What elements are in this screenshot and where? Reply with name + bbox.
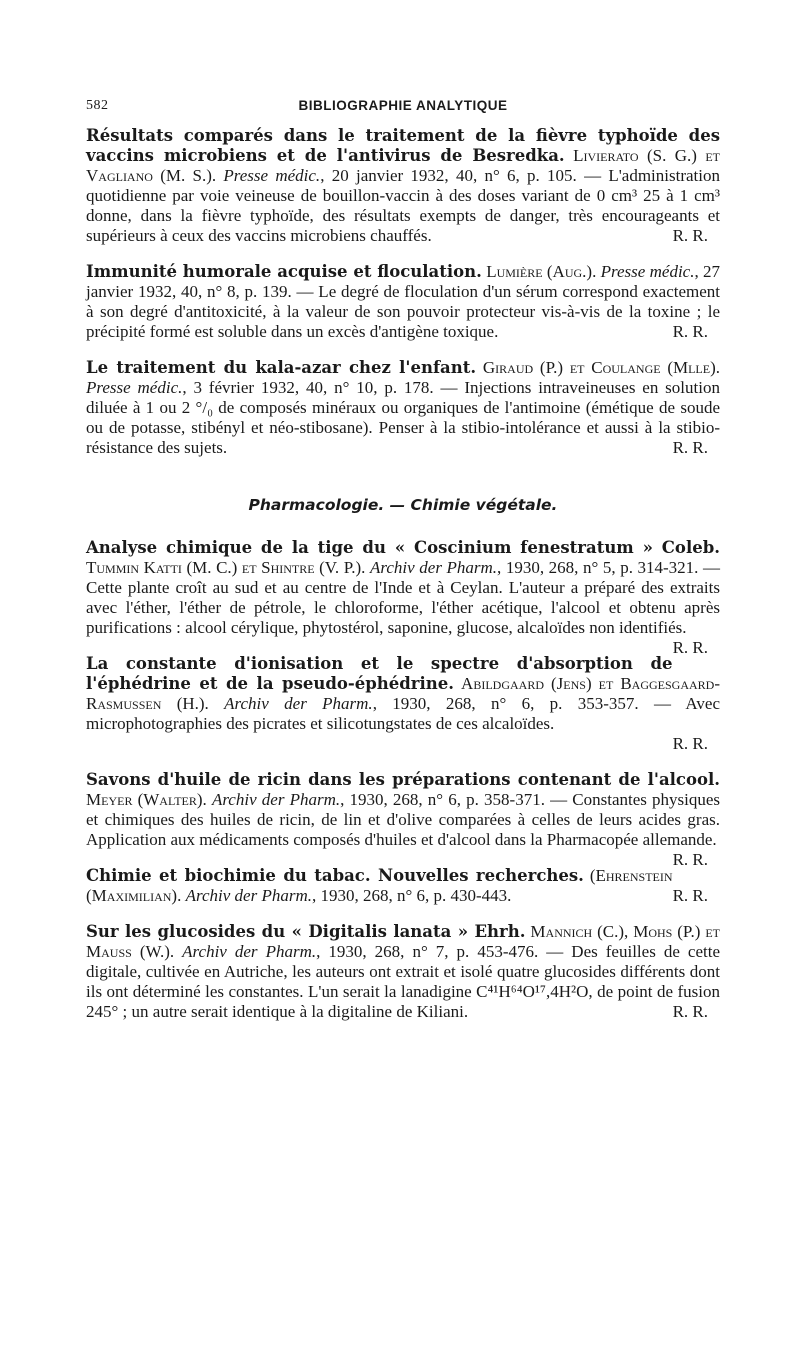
entry-body: — Le degré de floculation d'un sérum correspond exactement à son degré d'antitoxicité, à la valeur de son pouvoir protecteur vis-à-vis de la toxine ; le précipité formé est soluble dans un excès d'antigène toxique. xyxy=(86,282,721,341)
entry-title: Savons d'huile de ricin dans les préparations contenant de l'alcool. xyxy=(86,770,720,789)
entry-digitalis xyxy=(86,922,720,1022)
entry-authors: Livierato (S. G.) et Vagliano (M. S.). xyxy=(86,146,721,185)
entry-body: — Avec microphotographies des picrates et silicotungstates de ces alcaloïdes. xyxy=(86,694,720,733)
entry-journal: Archiv der Pharm. xyxy=(182,942,317,961)
page-number: 582 xyxy=(86,98,109,113)
entry-title: Le traitement du kala-azar chez l'enfant. xyxy=(86,358,477,377)
entry-signature: R. R. xyxy=(672,226,708,245)
entry-journal: Archiv der Pharm. xyxy=(185,886,312,905)
entry-journal: Archiv der Pharm. xyxy=(224,694,373,713)
entry-signature: R. R. xyxy=(672,734,708,753)
entry-title: Analyse chimique de la tige du « Coscinium fenestratum » Coleb. xyxy=(86,538,720,557)
entry-signature: R. R. xyxy=(672,322,708,341)
entry-signature: R. R. xyxy=(672,886,708,905)
entry-body: — Cette plante croît au sud et au centre de l'Inde et à Ceylan. L'auteur a préparé des extraits avec l'éther, l'éther de pétrole, le chloroforme, l'éther acétique, l'alcool et obtenu après purifications : alcool cérylique, phytostérol, saponine, glucose, alcaloïdes non identifiés. xyxy=(86,558,720,637)
entry-title: La constante d'ionisation et le spectre d'absorption de l'éphédrine et de la pseudo-éphédrine. xyxy=(86,654,673,693)
entry-citation: , 1930, 268, n° 6, p. 353-357. xyxy=(372,694,639,713)
entry-authors: Lumière (Aug.). xyxy=(486,262,597,281)
entry-authors: (Ehrenstein (Maximilian). xyxy=(86,866,673,905)
entry-signature: R. R. xyxy=(672,438,708,457)
entry-tabac xyxy=(86,866,720,906)
entry-citation: , 1930, 268, n° 6, p. 430-443. xyxy=(311,886,512,905)
entry-title: Sur les glucosides du « Digitalis lanata » Ehrh. xyxy=(86,922,526,941)
entry-title: Résultats comparés dans le traitement de la fièvre typhoïde des vaccins microbiens et de l'antivirus de Besredka. xyxy=(86,126,720,165)
entry-journal: Presse médic. xyxy=(600,262,695,281)
page xyxy=(86,92,720,1022)
entry-ephedrine xyxy=(86,654,720,754)
entry-signature: R. R. xyxy=(672,638,708,657)
entry-typhoide xyxy=(86,126,720,246)
entry-authors: Meyer (Walter). xyxy=(86,790,207,809)
entry-signature: R. R. xyxy=(672,850,708,869)
entry-body: — Des feuilles de cette digitale, cultivée en Autriche, les auteurs ont extrait et isolé quatre glucosides différents dont ils ont déterminé les constantes. L'un serait la lanadigine C⁴¹H⁶⁴O¹⁷,4H²O, de point de fusion 245° ; un autre serait identique à la digitaline de Kiliani. xyxy=(86,942,720,1021)
entry-journal: Archiv der Pharm. xyxy=(211,790,341,809)
entry-citation: , 27 janvier 1932, 40, n° 8, p. 139. xyxy=(86,262,721,301)
header-title: BIBLIOGRAPHIE ANALYTIQUE xyxy=(298,98,508,113)
entry-authors: Abildgaard (Jens) et Baggesgaard-Rasmussen (H.). xyxy=(86,674,720,713)
entry-title: Chimie et biochimie du tabac. Nouvelles recherches. xyxy=(86,866,584,885)
entry-body: — Injections intraveineuses en solution diluée à 1 ou 2 °/₀ de composés minéraux ou organiques de l'antimoine (émétique de soude ou de potasse, stibényl et néo-stibosane). Penser à la stibio-intolérance et aussi à la stibio-résistance des sujets. xyxy=(86,378,720,457)
entry-journal: Presse médic. xyxy=(86,378,183,397)
section-title: Pharmacologie. — Chimie végétale. xyxy=(248,496,558,514)
entry-authors: Mannich (C.), Mohs (P.) et Mauss (W.). xyxy=(86,922,721,961)
entry-authors: Giraud (P.) et Coulange (Mlle). xyxy=(482,358,721,377)
entry-signature: R. R. xyxy=(672,1002,708,1021)
entry-body: — L'administration quotidienne par voie veineuse de bouillon-vaccin à des doses variant de 0 cm³ 25 à 1 cm³ donne, dans la fièvre typhoïde, des résultats exempts de danger, très encourageants et supérieurs à ceux des vaccins microbiens chauffés. xyxy=(86,166,720,245)
entry-body: — Constantes physiques et chimiques des huiles de ricin, de lin et d'olive comparées à celles de leurs acides gras. Application aux médicaments composés d'huiles et d'alcool dans la Pharmacopée allemande. xyxy=(86,790,721,849)
entry-citation: , 1930, 268, n° 6, p. 358-371. xyxy=(340,790,545,809)
entry-coscinium xyxy=(86,538,720,657)
entry-citation: , 1930, 268, n° 7, p. 453-476. xyxy=(316,942,539,961)
entry-authors: Tummin Katti (M. C.) et Shintre (V. P.). xyxy=(86,558,366,577)
entry-citation: , 3 février 1932, 40, n° 10, p. 178. xyxy=(182,378,434,397)
entry-kala-azar xyxy=(86,358,720,458)
running-head xyxy=(86,92,720,118)
entry-citation: , 1930, 268, n° 5, p. 314-321. xyxy=(497,558,699,577)
entry-title: Immunité humorale acquise et floculation. xyxy=(86,262,482,281)
entry-floculation xyxy=(86,262,720,342)
entry-journal: Presse médic. xyxy=(223,166,321,185)
entry-savons-ricin xyxy=(86,770,721,869)
entry-citation: , 20 janvier 1932, 40, n° 6, p. 105. xyxy=(320,166,577,185)
entry-journal: Archiv der Pharm. xyxy=(370,558,498,577)
